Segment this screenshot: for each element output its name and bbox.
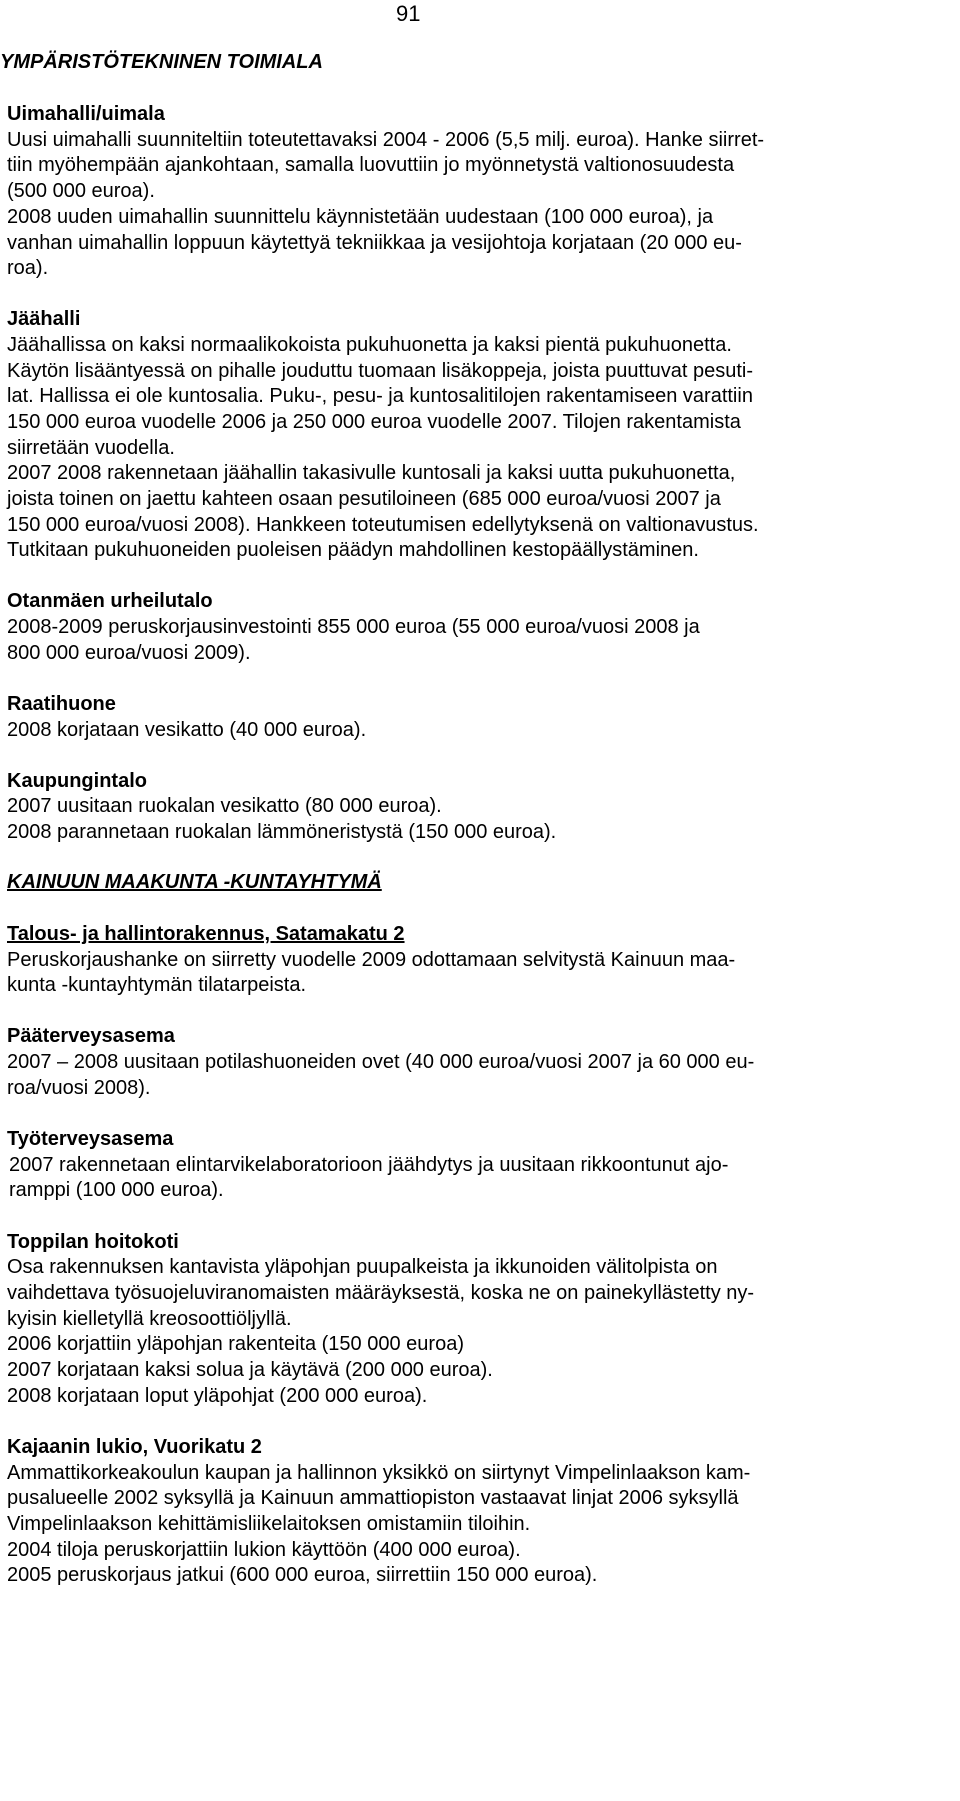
toppila-line: 2007 korjataan kaksi solua ja käytävä (200 000 euroa). [7,1359,493,1381]
jaahalli-line: Käytön lisääntyessä on pihalle jouduttu tuomaan lisäkoppeja, joista puuttuvat pesuti- [7,360,754,382]
jaahalli-line: joista toinen on jaettu kahteen osaan pesutiloineen (685 000 euroa/vuosi 2007 ja [7,488,721,510]
toppila-line: 2008 korjataan loput yläpohjat (200 000 euroa). [7,1385,428,1407]
jaahalli-line: Tutkitaan pukuhuoneiden puoleisen päädyn mahdollinen kestopäällystäminen. [7,539,699,561]
heading-uimahalli: Uimahalli/uimala [7,103,165,125]
jaahalli-line: 2007 2008 rakennetaan jäähallin takasivulle kuntosali ja kaksi uutta pukuhuonetta, [7,462,736,484]
heading-talous: Talous- ja hallintorakennus, Satamakatu 2 [7,923,405,945]
jaahalli-line: 150 000 euroa/vuosi 2008). Hankkeen toteutumisen edellytyksenä on valtionavustus. [7,514,759,536]
jaahalli-line: Jäähallissa on kaksi normaalikokoista pukuhuonetta ja kaksi pientä pukuhuonetta. [7,334,732,356]
heading-kaupungintalo: Kaupungintalo [7,770,147,792]
uimahalli-line: (500 000 euroa). [7,180,155,202]
paaterveysasema-line: 2007 – 2008 uusitaan potilashuoneiden ovet (40 000 euroa/vuosi 2007 ja 60 000 eu- [7,1051,755,1073]
jaahalli-line: 150 000 euroa vuodelle 2006 ja 250 000 euroa vuodelle 2007. Tilojen rakentamista [7,411,741,433]
otanmaki-line: 800 000 euroa/vuosi 2009). [7,642,251,664]
heading-paaterveysasema: Pääterveysasema [7,1025,175,1047]
jaahalli-line: siirretään vuodella. [7,437,175,459]
uimahalli-line: tiin myöhempään ajankohtaan, samalla luovuttiin jo myönnetystä valtionosuudesta [7,154,735,176]
talous-line: Peruskorjaushanke on siirretty vuodelle 2009 odottamaan selvitystä Kainuun maa- [7,949,736,971]
toppila-line: vaihdettava työsuojeluviranomaisten määräyksestä, koska ne on painekyllästetty ny- [7,1282,755,1304]
uimahalli-line: roa). [7,257,49,279]
lukio-line: 2005 peruskorjaus jatkui (600 000 euroa, siirrettiin 150 000 euroa). [7,1564,598,1586]
heading-tyoterveysasema: Työterveysasema [7,1128,174,1150]
department-title: YMPÄRISTÖTEKNINEN TOIMIALA [0,51,323,73]
lukio-line: Ammattikorkeakoulun kaupan ja hallinnon yksikkö on siirtynyt Vimpelinlaakson kam- [7,1462,751,1484]
otanmaki-line: 2008-2009 peruskorjausinvestointi 855 000 euroa (55 000 euroa/vuosi 2008 ja [7,616,700,638]
lukio-line: pusalueelle 2002 syksyllä ja Kainuun ammattiopiston vastaavat linjat 2006 syksyllä [7,1487,739,1509]
page-number: 91 [396,1,421,26]
paaterveysasema-line: roa/vuosi 2008). [7,1077,151,1099]
kaupungintalo-line: 2008 parannetaan ruokalan lämmöneristystä (150 000 euroa). [7,821,557,843]
toppila-line: kyisin kielletyllä kreosoottiöljyllä. [7,1308,292,1330]
heading-toppila: Toppilan hoitokoti [7,1231,179,1253]
lukio-line: 2004 tiloja peruskorjattiin lukion käyttöön (400 000 euroa). [7,1539,521,1561]
talous-line: kunta -kuntayhtymän tilatarpeista. [7,974,307,996]
toppila-line: Osa rakennuksen kantavista yläpohjan puupalkeista ja ikkunoiden välitolpista on [7,1256,718,1278]
heading-otanmaki: Otanmäen urheilutalo [7,590,213,612]
lukio-line: Vimpelinlaakson kehittämisliikelaitoksen omistamiin tiloihin. [7,1513,531,1535]
toppila-line: 2006 korjattiin yläpohjan rakenteita (150 000 euroa) [7,1333,464,1355]
uimahalli-line: vanhan uimahallin loppuun käytettyä tekniikkaa ja vesijohtoja korjataan (20 000 eu- [7,232,742,254]
jaahalli-line: lat. Hallissa ei ole kuntosalia. Puku-, pesu- ja kuntosalitilojen rakentamiseen varattiin [7,385,753,407]
heading-kainuun-maakunta: KAINUUN MAAKUNTA -KUNTAYHTYMÄ [7,871,382,893]
heading-jaahalli: Jäähalli [7,308,81,330]
heading-lukio: Kajaanin lukio, Vuorikatu 2 [7,1436,262,1458]
tyoterveysasema-line: ramppi (100 000 euroa). [9,1179,224,1201]
raatihuone-line: 2008 korjataan vesikatto (40 000 euroa). [7,719,367,741]
tyoterveysasema-line: 2007 rakennetaan elintarvikelaboratorioon jäähdytys ja uusitaan rikkoontunut ajo- [9,1154,729,1176]
uimahalli-line: 2008 uuden uimahallin suunnittelu käynnistetään uudestaan (100 000 euroa), ja [7,206,714,228]
uimahalli-line: Uusi uimahalli suunniteltiin toteutettavaksi 2004 - 2006 (5,5 milj. euroa). Hanke siirret- [7,129,765,151]
kaupungintalo-line: 2007 uusitaan ruokalan vesikatto (80 000 euroa). [7,795,442,817]
heading-raatihuone: Raatihuone [7,693,116,715]
